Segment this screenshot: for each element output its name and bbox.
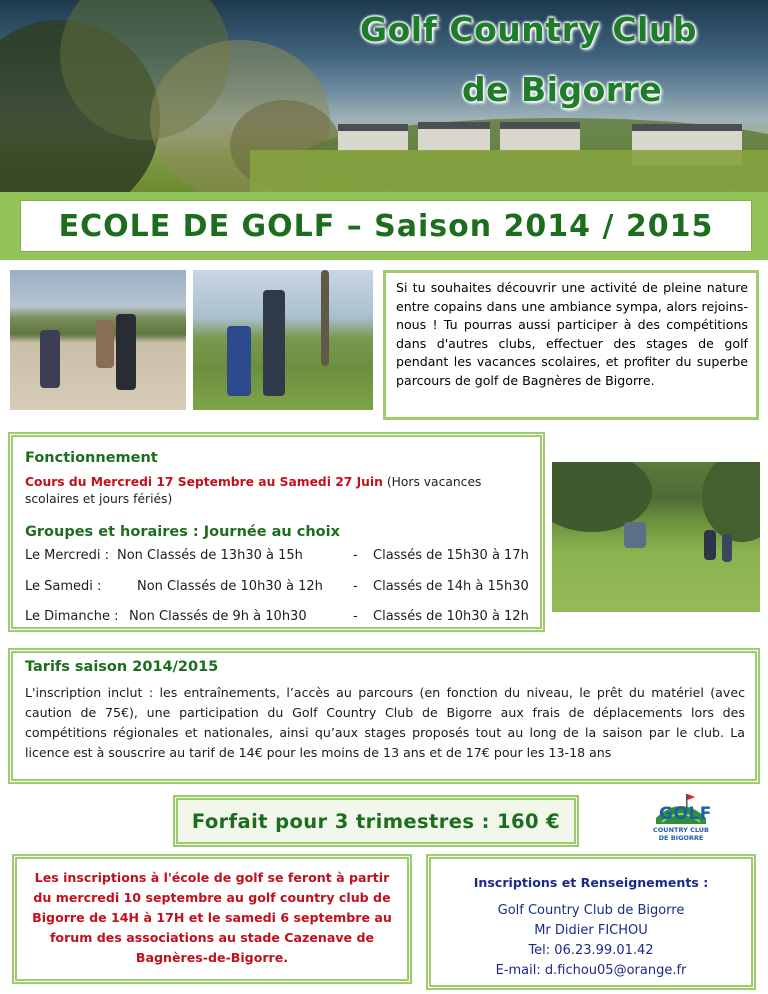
page-title: ECOLE DE GOLF – Saison 2014 / 2015 (58, 208, 714, 244)
forfait-box (173, 795, 579, 847)
club-name-line2: de Bigorre (462, 70, 663, 109)
schedule-classes: Classés de 15h30 à 17h (373, 548, 529, 563)
tarifs-box (8, 648, 760, 784)
schedule-non-classes: Non Classés de 13h30 à 15h (117, 548, 303, 563)
banner-building (338, 124, 408, 151)
schedule-day: Le Samedi : (25, 579, 102, 594)
schedule-non-classes: Non Classés de 10h30 à 12h (137, 579, 323, 594)
banner-fairway (250, 150, 768, 192)
photo-juniors-putting (10, 270, 186, 410)
photo-figure (263, 290, 285, 396)
logo-line1: COUNTRY CLUB (653, 826, 709, 834)
contact-title: Inscriptions et Renseignements : (473, 875, 709, 890)
photo-junior-swing (193, 270, 373, 410)
photo-figure (96, 320, 114, 368)
schedule-classes: Classés de 14h à 15h30 (373, 579, 529, 594)
fonctionnement-heading: Fonctionnement (25, 450, 158, 466)
photo-figure (116, 314, 136, 390)
club-name-line1: Golf Country Club (360, 10, 697, 49)
tarifs-text: L'inscription inclut : les entraînements, l’accès au parcours (en fonction du niveau, le prêt du matériel (avec caution de 75€), une participation du Golf Country Club de Bigorre aux frais de déplacements lors des compétitions régionales et nationales, ainsi qu’aux stages proposés tout au long de la saison par le club. La licence est à souscrire au tarif de 14€ pour les moins de 13 ans et de 17€ pour les 13-18 ans (25, 685, 745, 760)
photo-group-on-course (552, 462, 760, 612)
fonctionnement-dates: Cours du Mercredi 17 Septembre au Samedi 27 Juin (25, 475, 383, 489)
inscriptions-notice: Les inscriptions à l'école de golf se feront à partir du mercredi 10 septembre au golf country club de Bigorre de 14H à 17H et le samedi 6 septembre au forum des associations au stade Cazenave de Bagnères-de-Bigorre. (32, 870, 392, 965)
schedule-day: Le Dimanche : (25, 609, 119, 624)
club-logo (646, 788, 716, 846)
fonctionnement-box (8, 432, 545, 632)
intro-box (383, 270, 759, 420)
logo-word: GOLF (659, 804, 712, 824)
photo-tree (321, 270, 329, 366)
logo-line2: DE BIGORRE (658, 834, 704, 842)
tarifs-heading: Tarifs saison 2014/2015 (25, 659, 219, 675)
fonctionnement-dates-line (25, 475, 545, 489)
schedule-separator: - (353, 609, 358, 624)
schedule-non-classes: Non Classés de 9h à 10h30 (129, 609, 307, 624)
banner-building (500, 122, 580, 151)
forfait-price: Forfait pour 3 trimestres : 160 € (191, 809, 561, 833)
fonctionnement-note: (Hors vacances (386, 475, 482, 489)
inscriptions-notice-box (12, 854, 412, 984)
banner-building (418, 122, 490, 151)
schedule-classes: Classés de 10h30 à 12h (373, 609, 529, 624)
title-bar (0, 192, 768, 260)
header-banner (0, 0, 768, 192)
fonctionnement-note-line2: scolaires et jours fériés) (25, 492, 173, 506)
schedule-separator: - (353, 548, 358, 563)
photo-golf-bag (227, 326, 251, 396)
schedule-separator: - (353, 579, 358, 594)
photo-figure (40, 330, 60, 388)
title-frame (20, 200, 752, 252)
groupes-heading: Groupes et horaires : Journée au choix (25, 524, 340, 540)
intro-text: Si tu souhaites découvrir une activité de pleine nature entre copains dans une ambiance sympa, alors rejoins-nous ! Tu pourras aussi participer à des compétitions dans d'autres clubs, effectuer des stages de golf pendant les vacances scolaires, et profiter du superbe parcours de golf de Bagnères de Bigorre. (396, 280, 748, 388)
contact-email[interactable]: E-mail: d.fichou05@orange.fr (495, 963, 687, 978)
schedule-day: Le Mercredi : (25, 548, 109, 563)
photo-figure (704, 530, 716, 560)
contact-person: Mr Didier FICHOU (534, 923, 648, 938)
contact-club: Golf Country Club de Bigorre (497, 903, 685, 918)
photo-figure (722, 534, 732, 562)
contact-box (426, 854, 756, 990)
photo-figure (624, 522, 646, 548)
contact-phone: Tel: 06.23.99.01.42 (528, 943, 654, 958)
